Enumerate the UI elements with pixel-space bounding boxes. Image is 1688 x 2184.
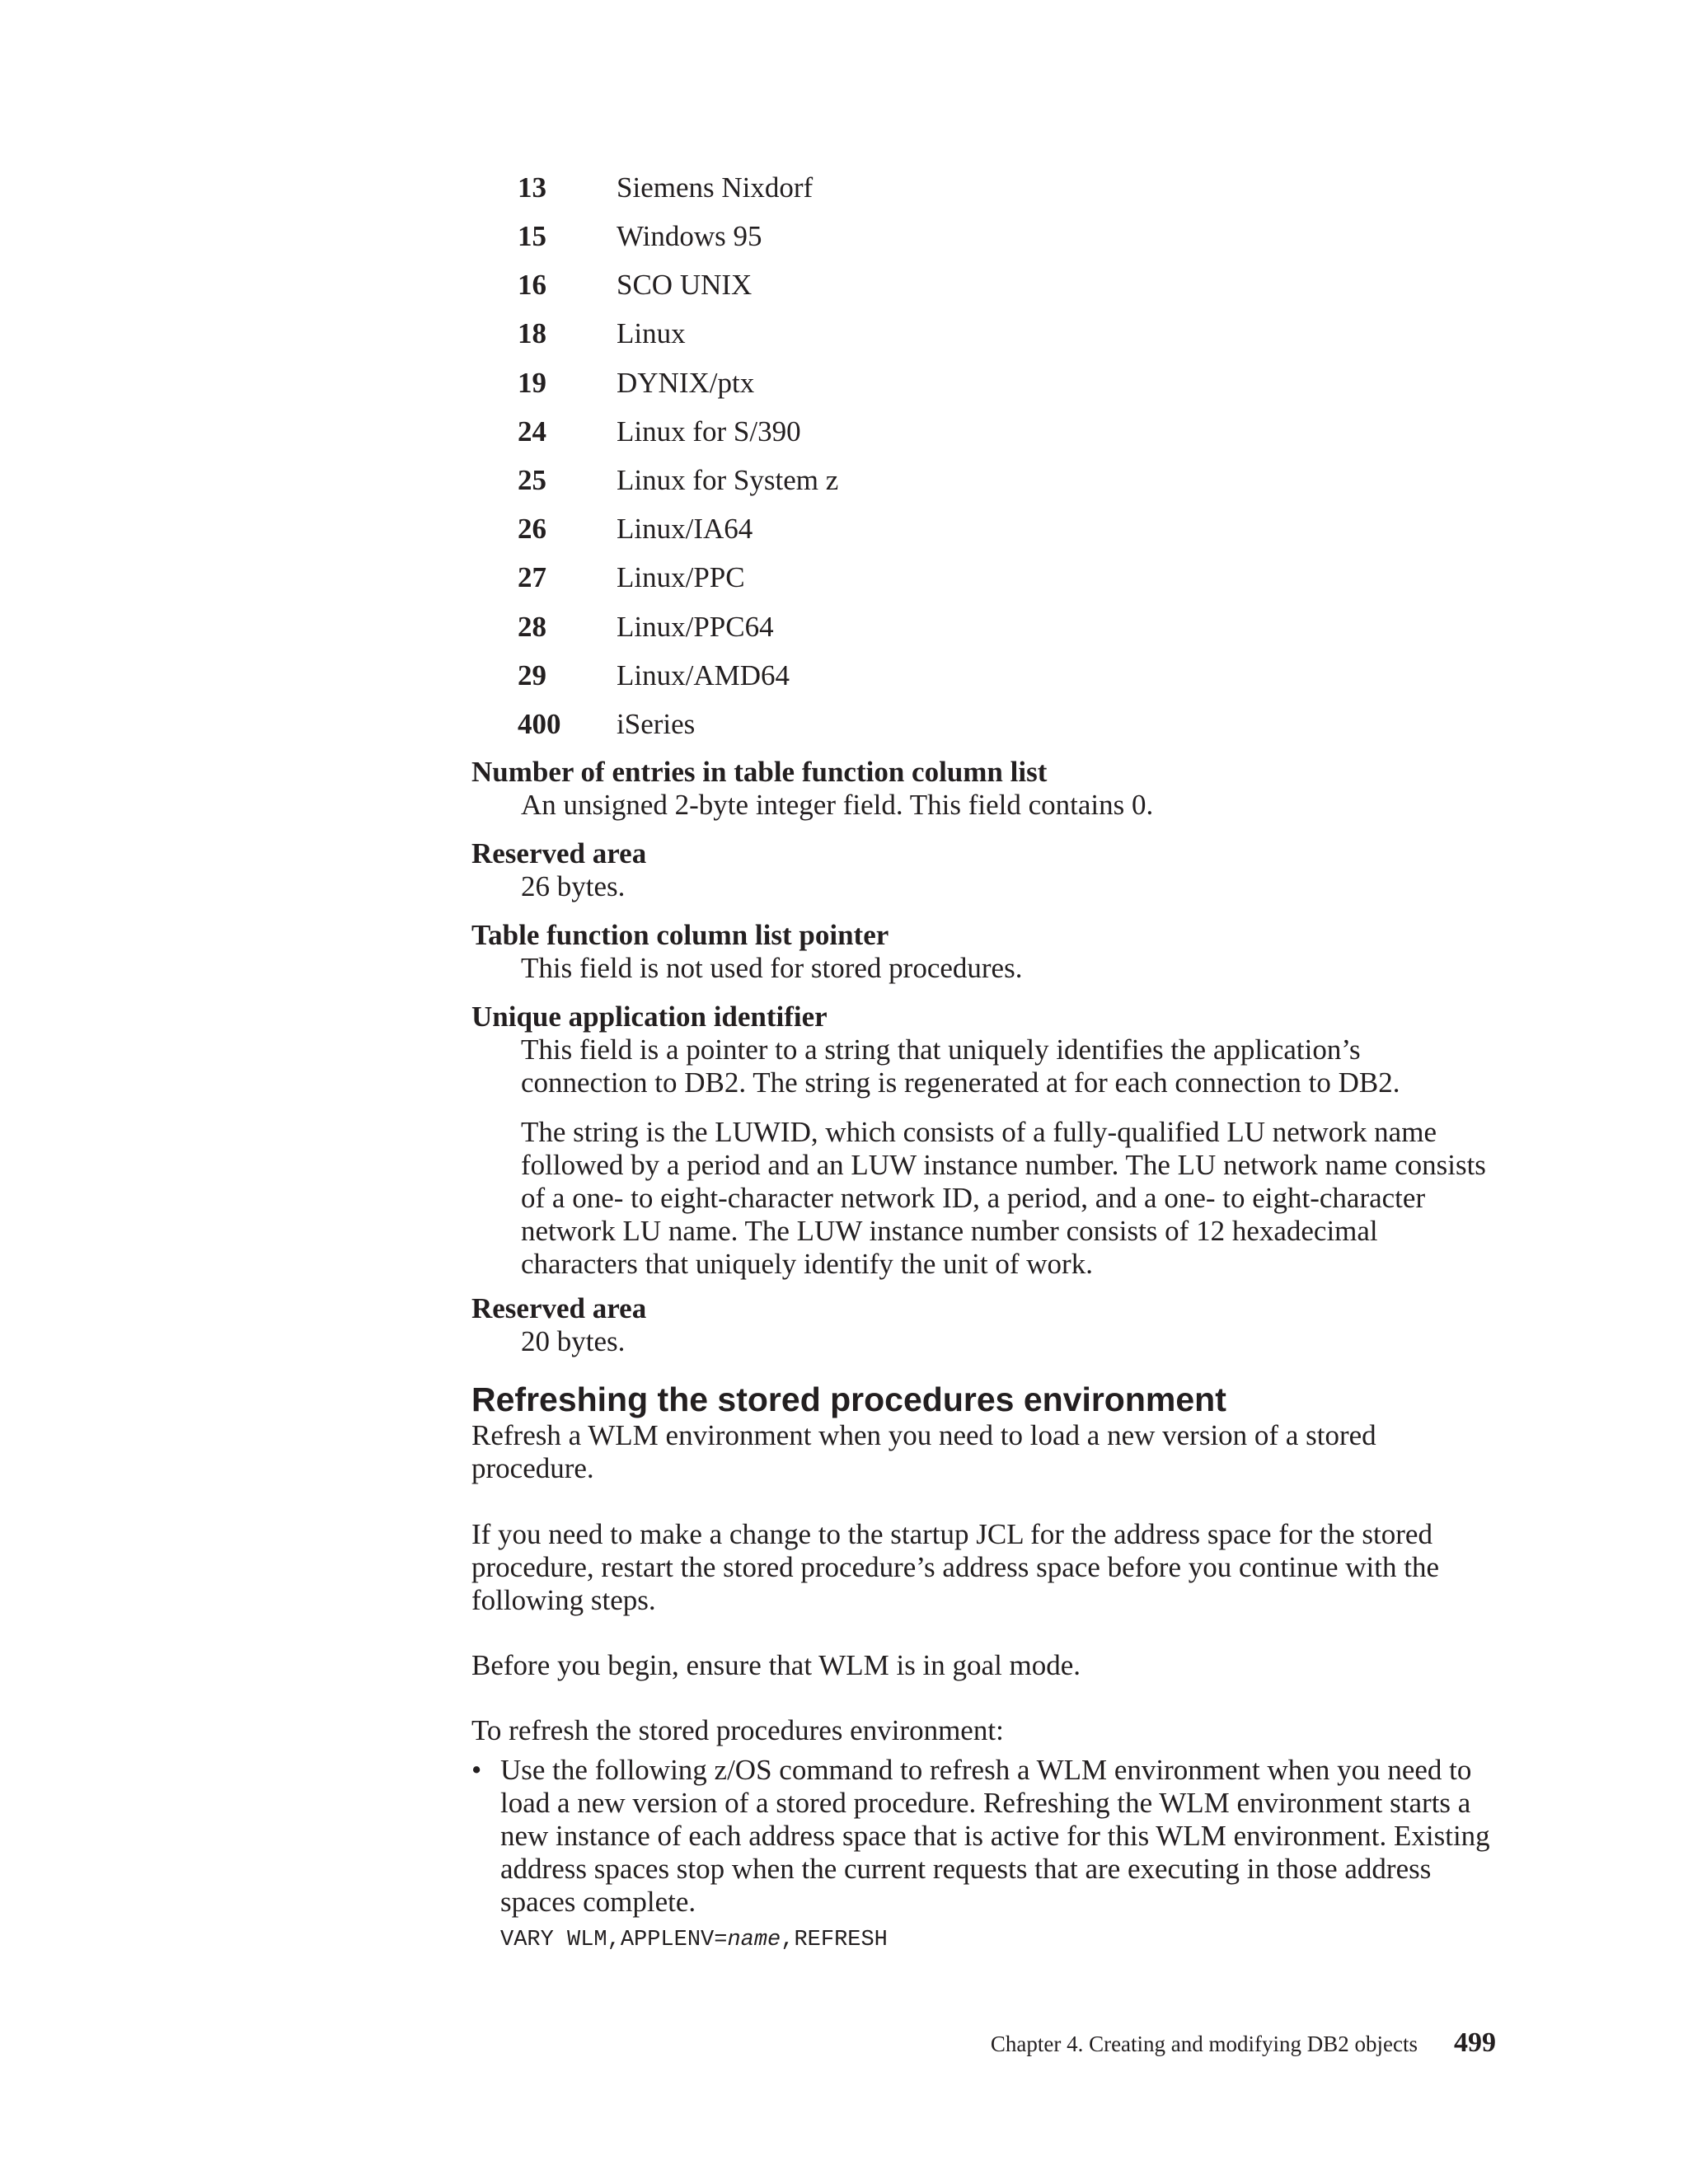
field-term: Number of entries in table function column list <box>471 756 1048 788</box>
platform-name: Linux/PPC64 <box>617 611 774 643</box>
platform-code: 29 <box>518 659 546 691</box>
field-paragraph: 26 bytes. <box>521 870 626 902</box>
platform-code: 24 <box>518 415 546 448</box>
platform-code: 28 <box>518 611 546 643</box>
platform-name: Linux/IA64 <box>617 513 753 545</box>
field-paragraph: This field is a pointer to a string that uniquely identifies the application’s connection to DB2. The string is regenerated at for each connection to DB2. <box>521 1033 1400 1099</box>
page-footer <box>956 2022 1496 2062</box>
platform-code: 27 <box>518 561 546 593</box>
field-term: Unique application identifier <box>471 1001 828 1033</box>
field-description <box>521 952 1493 985</box>
platform-code: 19 <box>518 367 546 399</box>
list-item-text: Use the following z/OS command to refresh a WLM environment when you need to load a new version of a stored procedure. Refreshing the WLM environment starts a new instance of each address space that is active for this WLM environment. Existing address spaces stop when the current requests that are executing in those address spaces complete. <box>500 1754 1490 1918</box>
platform-name: Linux for System z <box>617 464 839 496</box>
chapter-title: Chapter 4. Creating and modifying DB2 objects <box>990 2032 1418 2056</box>
platform-name: Siemens Nixdorf <box>617 171 814 204</box>
field-definition <box>471 919 1493 985</box>
platform-code: 400 <box>518 708 561 740</box>
field-paragraph: This field is not used for stored procedures. <box>521 952 1023 984</box>
field-definition <box>471 837 1493 903</box>
body-paragraph: If you need to make a change to the startup JCL for the address space for the stored procedure, restart the stored procedure’s address space before you continue with the following steps. <box>471 1518 1439 1616</box>
bullet-icon: • <box>471 1754 482 1786</box>
platform-name: SCO UNIX <box>617 269 753 301</box>
command-example <box>500 1925 888 1955</box>
platform-code: 13 <box>518 171 546 204</box>
body-paragraph: Refresh a WLM environment when you need to load a new version of a stored procedure. <box>471 1419 1376 1484</box>
field-term: Table function column list pointer <box>471 919 889 951</box>
platform-name: Linux/PPC <box>617 561 745 593</box>
body-paragraph: Before you begin, ensure that WLM is in goal mode. <box>471 1649 1081 1681</box>
platform-name: iSeries <box>617 708 696 740</box>
field-definition <box>471 756 1493 822</box>
platform-code: 15 <box>518 220 546 252</box>
platform-code: 16 <box>518 269 546 301</box>
field-description <box>521 789 1493 822</box>
field-paragraph: 20 bytes. <box>521 1325 626 1357</box>
platform-code: 26 <box>518 513 546 545</box>
field-paragraph: An unsigned 2-byte integer field. This field contains 0. <box>521 789 1154 821</box>
field-description <box>521 870 1493 903</box>
section-heading: Refreshing the stored procedures environment <box>471 1380 1226 1418</box>
platform-code: 25 <box>518 464 546 496</box>
field-description <box>521 1325 1493 1358</box>
body-paragraph: To refresh the stored procedures environment: <box>471 1714 1004 1746</box>
command-prefix: VARY WLM,APPLENV= <box>500 1928 728 1952</box>
platform-code: 18 <box>518 317 546 349</box>
page-number: 499 <box>1454 2027 1496 2058</box>
platform-name: Linux <box>617 317 686 349</box>
command-variable: name <box>727 1928 781 1952</box>
platform-name: Linux/AMD64 <box>617 659 790 691</box>
platform-name: Windows 95 <box>617 220 762 252</box>
field-paragraph: The string is the LUWID, which consists of a fully-qualified LU network name followed by a period and an LUW instance number. The LU network name consists of a one- to eight-character network ID, a period, and a one- to eight-character network LU name. The LUW instance number consists of 12 hexadecimal characters that uniquely identify the unit of work. <box>521 1116 1486 1280</box>
command-suffix: ,REFRESH <box>781 1928 888 1952</box>
list-item <box>471 1754 1493 1919</box>
field-term: Reserved area <box>471 1292 647 1324</box>
platform-name: Linux for S/390 <box>617 415 801 448</box>
field-term: Reserved area <box>471 837 647 869</box>
field-definition <box>471 1001 1493 1281</box>
field-definition <box>471 1292 1493 1358</box>
platform-name: DYNIX/ptx <box>617 367 755 399</box>
field-description <box>521 1033 1493 1281</box>
